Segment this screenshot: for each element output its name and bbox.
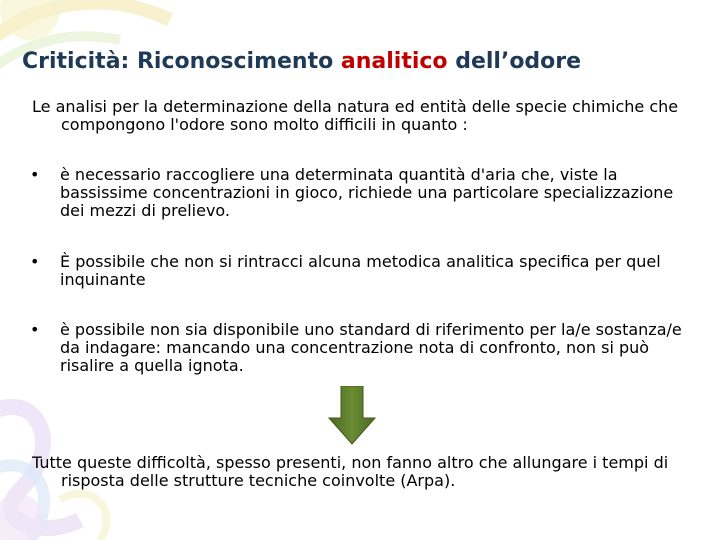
title-highlight: analitico: [340, 49, 448, 74]
bullet-text-1: è necessario raccogliere una determinata quantità d'aria che, viste la bassissime concentrazioni in gioco, richiede una particolare specializzazione dei mezzi di prelievo.: [60, 165, 674, 220]
slide-title: [22, 48, 712, 76]
bullet-icon: •: [30, 320, 40, 339]
bullet-text-2: È possibile che non si rintracci alcuna metodica analitica specifica per quel inquinante: [60, 252, 661, 289]
bullet-item-3: [30, 321, 690, 375]
bullet-icon: •: [30, 165, 40, 184]
bullet-item-2: [30, 253, 690, 289]
title-part-1: Criticità: Riconoscimento: [22, 49, 341, 74]
conclusion-paragraph: Tutte queste difficoltà, spesso presenti, non fanno altro che allungare i tempi di risposta delle strutture tecniche coinvolte (Arpa).: [32, 453, 669, 490]
down-arrow-icon: [327, 386, 377, 446]
bullet-item-1: [30, 166, 690, 220]
bullet-text-3: è possibile non sia disponibile uno standard di riferimento per la/e sostanza/e da indagare: mancando una concentrazione nota di confronto, non si può risalire a quella ignota.: [60, 320, 682, 375]
bullet-icon: •: [30, 252, 40, 271]
intro-paragraph: Le analisi per la determinazione della natura ed entità delle specie chimiche che compongono l'odore sono molto difficili in quanto :: [32, 97, 679, 134]
title-part-2: dell’odore: [447, 49, 582, 74]
